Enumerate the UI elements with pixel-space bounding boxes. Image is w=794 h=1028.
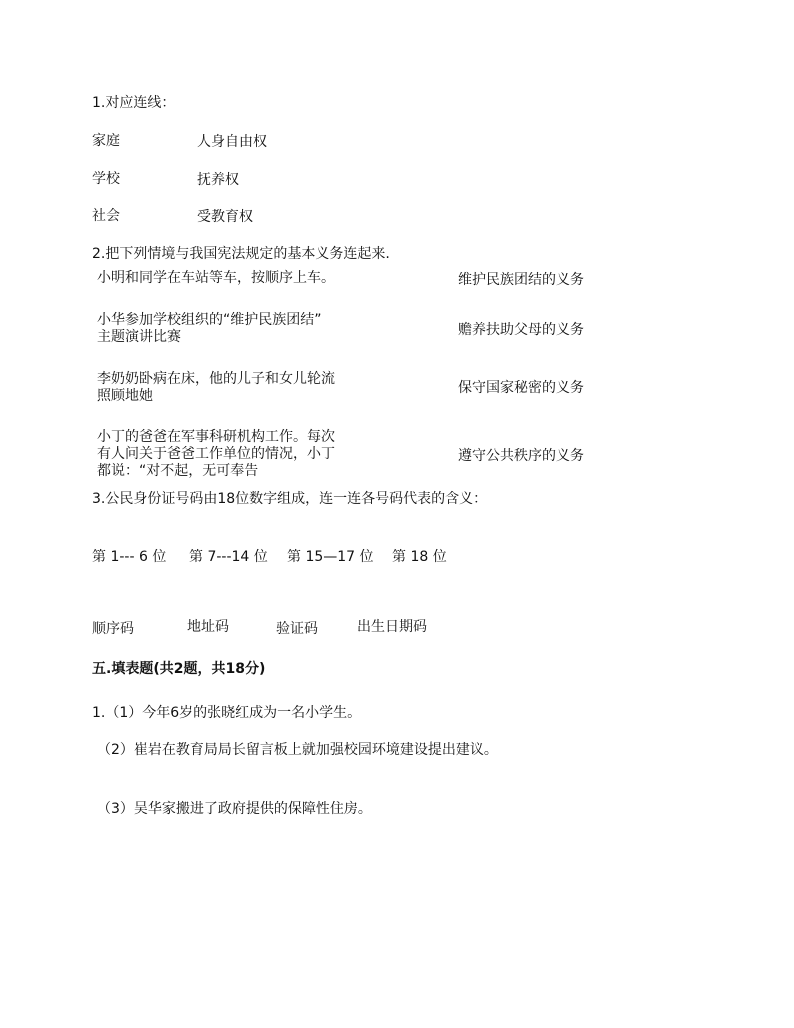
q2-title: 2.把下列情境与我国宪法规定的基本义务连起来. — [92, 246, 390, 262]
q2-situation-line: 照顾地她 — [97, 388, 153, 404]
q2-situation-line: 都说：“对不起，无可奉告 — [97, 463, 259, 479]
q3-position: 第 15—17 位 — [287, 549, 374, 565]
q1-left-item: 学校 — [92, 171, 120, 187]
q3-meaning: 出生日期码 — [357, 619, 427, 635]
q2-situation — [97, 429, 335, 480]
section5-item: 1.（1）今年6岁的张晓红成为一名小学生。 — [92, 705, 362, 721]
q2-duty: 遵守公共秩序的义务 — [458, 448, 584, 464]
q1-right-item: 抚养权 — [197, 172, 239, 188]
q3-meaning: 地址码 — [187, 619, 229, 635]
q3-position: 第 18 位 — [392, 549, 447, 565]
q2-duty: 赡养扶助父母的义务 — [458, 322, 584, 338]
q1-right-item: 人身自由权 — [197, 134, 267, 150]
q2-situation-line: 小华参加学校组织的“维护民族团结” — [97, 312, 322, 328]
q1-left-item: 家庭 — [92, 133, 120, 149]
q1-title: 1.对应连线： — [92, 95, 176, 111]
section-title: 五.填表题(共2题，共18分) — [92, 661, 266, 677]
section5-item: （2）崔岩在教育局局长留言板上就加强校园环境建设提出建议。 — [97, 742, 498, 758]
q2-situation-line: 小丁的爸爸在军事科研机构工作。每次 — [97, 429, 335, 445]
q3-position: 第 1--- 6 位 — [92, 549, 167, 565]
q2-situation — [97, 270, 335, 287]
q3-meaning: 顺序码 — [92, 621, 134, 637]
q2-situation — [97, 371, 335, 405]
q3-meaning: 验证码 — [276, 621, 318, 637]
section5-item: （3）吴华家搬进了政府提供的保障性住房。 — [97, 801, 372, 817]
q2-duty: 维护民族团结的义务 — [458, 272, 584, 288]
q1-right-item: 受教育权 — [197, 209, 253, 225]
q3-title: 3.公民身份证号码由18位数字组成，连一连各号码代表的含义： — [92, 491, 488, 507]
q2-situation-line: 有人问关于爸爸工作单位的情况，小丁 — [97, 446, 335, 462]
q2-situation — [97, 312, 322, 346]
q2-situation-line: 小明和同学在车站等车，按顺序上车。 — [97, 270, 335, 286]
q3-position: 第 7---14 位 — [189, 549, 268, 565]
q1-left-item: 社会 — [92, 208, 120, 224]
q2-situation-line: 李奶奶卧病在床，他的儿子和女儿轮流 — [97, 371, 335, 387]
q2-duty: 保守国家秘密的义务 — [458, 380, 584, 396]
q2-situation-line: 主题演讲比赛 — [97, 329, 181, 345]
